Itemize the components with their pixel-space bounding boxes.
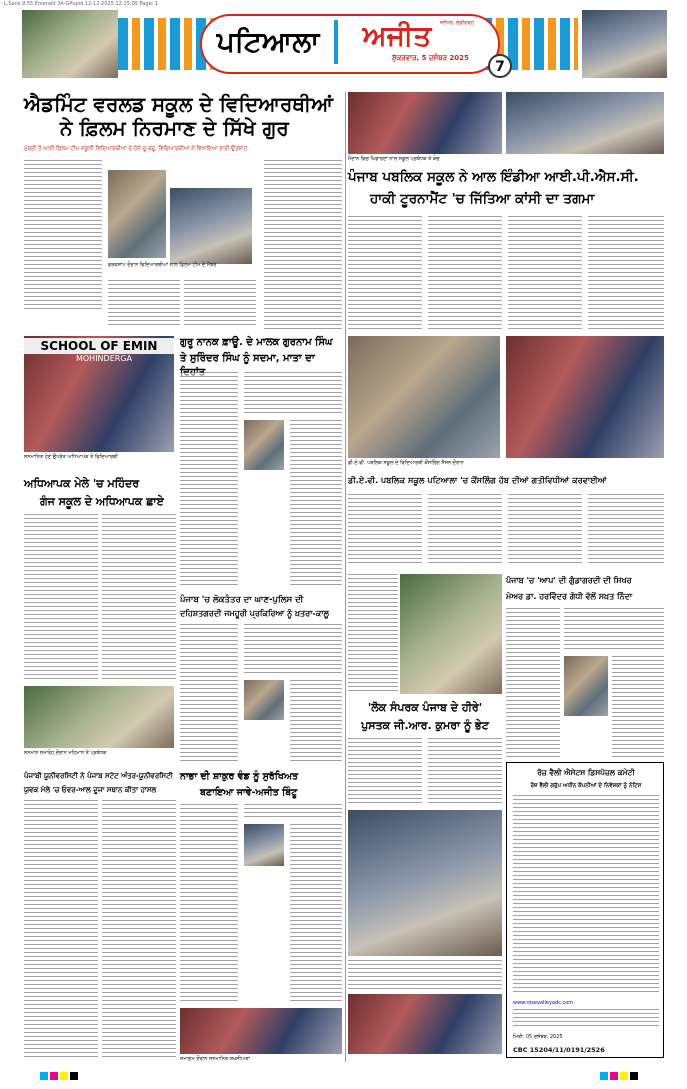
reg-magenta (50, 1072, 58, 1080)
book-headline-1: 'ਲੋਕ ਸੰਪਰਕ ਪੰਜਾਬ ਦੇ ਹੀਰੇ' (367, 701, 483, 714)
election-col1 (180, 624, 238, 764)
notice-box (506, 762, 664, 1058)
reg-yellow-2 (620, 1072, 628, 1080)
story1-photo-1 (108, 170, 166, 258)
nabha-photo (180, 1008, 342, 1054)
teacher-portrait (244, 420, 284, 470)
hockey-col1 (348, 216, 422, 330)
story1-subhead: ਮੁੰਬਈ ਤੋਂ ਆਈ ਫ਼ਿਲਮ ਟੀਮ ਸਕੂਲੀ ਵਿਦਿਆਰਥੀਆਂ ਦੇ ਹੋਏ ਰੂ-ਬਰੂ, ਵਿਦਿਆਰਥੀਆਂ ਨੇ ਵਿਖਾਇਆ ਭਾਰੀ ਉਤਸ਼ਾਹ (24, 146, 248, 152)
state-headline-2: ਯੁਵਕ ਮੇਲੇ 'ਚ ਓਵਰ-ਆਲ ਦੂਜਾ ਸਥਾਨ ਕੀਤਾ ਹਾਸਲ (24, 786, 157, 794)
teacher-col1 (180, 372, 238, 588)
nabha-col2a (244, 804, 342, 820)
reg-cyan-2 (600, 1072, 608, 1080)
hockey-photo-caption: ਮੈਦਾਨ ਵਿਚ ਖਿਡਾਰਣਾਂ ਨਾਲ ਸਕੂਲ ਪ੍ਰਬੰਧਕ ਤੇ ਕੋਚ (348, 156, 440, 162)
book-caption-text (348, 960, 502, 990)
school-headline-2: ਗੰਜ ਸਕੂਲ ਦੇ ਅਧਿਆਪਕ ਛਾਏ (40, 495, 164, 508)
nabha-headline-2: ਬਣਾਇਆ ਜਾਵੇ-ਅਜੀਤ ਬਿੰਟੂ (200, 787, 298, 798)
notice-body-2 (513, 1009, 659, 1029)
book-col1 (348, 574, 398, 694)
school-col1 (24, 514, 98, 680)
hockey-col2 (428, 216, 502, 330)
dav-col4 (588, 494, 664, 564)
nabha-col1 (180, 804, 238, 1004)
notice-body (513, 795, 659, 995)
teacher-col2a (244, 372, 342, 416)
masthead-city: ਪਟਿਆਲਾ (216, 25, 320, 58)
notice-cbc: CBC 15204/11/0191/2526 (513, 1046, 605, 1054)
election-headline-2: ਦਹਿਸ਼ਤਗਰਦੀ ਜਮਹੂਰੀ ਪ੍ਰਕਿਰਿਆ ਨੂੰ ਖ਼ਤਰਾ-ਕਾਲੂ (180, 609, 329, 618)
book-col3 (428, 738, 502, 806)
story1-col3 (184, 280, 256, 326)
book-photo-3 (348, 994, 502, 1054)
school-banner-2: MOHINDERGA (75, 354, 132, 363)
aap-headline-2: ਮੇਅਰ ਡਾ. ਹਰਵਿੰਦਰ ਗੋਧੀ ਵੱਲੋਂ ਸਖ਼ਤ ਨਿੰਦਾ (506, 592, 633, 601)
reg-cyan (40, 1072, 48, 1080)
hockey-photo-1 (348, 92, 502, 154)
column-divider (345, 92, 346, 1062)
teacher-headline-2: ਤੇ ਸੁਰਿੰਦਰ ਸਿੰਘ ਨੂੰ ਸਦਮਾ, ਮਾਤਾ ਦਾ (180, 353, 315, 364)
masthead-divider (334, 20, 338, 64)
book-photo-2 (348, 810, 502, 956)
nabha-photo-caption: ਸਮਾਗਮ ਦੌਰਾਨ ਸਨਮਾਨਿਤ ਸ਼ਖ਼ਸੀਅਤਾਂ (180, 1056, 250, 1062)
election-col2a (244, 624, 342, 676)
reg-black-2 (630, 1072, 638, 1080)
dav-headline: ਡੀ.ਏ.ਵੀ. ਪਬਲਿਕ ਸਕੂਲ ਪਟਿਆਲਾ 'ਚ ਕੌਂਸਲਿੰਗ ਹੱਬ ਦੀਆਂ ਗਤੀਵਿਧੀਆਂ ਕਰਵਾਈਆਂ (348, 475, 607, 485)
scan-header: L.Sans 9.55 Emerald 3A-GPupid 12-12-2025 12:15:05 Page: 1 (4, 1, 159, 7)
school-headline-1: ਅਧਿਆਪਕ ਮੇਲੇ 'ਚ ਮਹਿੰਦਰ (24, 477, 140, 490)
election-col2b (290, 680, 342, 764)
hockey-photo-2 (506, 92, 664, 154)
dav-photo-2 (506, 336, 664, 458)
story1-col2 (108, 280, 180, 326)
notice-title: ਰੋਜ਼ ਵੈਲੀ ਐਸੇਟਸ ਡਿਸਪੋਜ਼ਲ ਕਮੇਟੀ (537, 768, 635, 777)
school-photo (24, 336, 174, 452)
dav-col3 (508, 494, 582, 564)
aap-col1 (506, 608, 560, 758)
book-col2 (348, 738, 422, 806)
state-col2 (102, 800, 176, 1058)
hockey-col3 (508, 216, 582, 330)
hockey-headline-1: ਪੰਜਾਬ ਪਬਲਿਕ ਸਕੂਲ ਨੇ ਆਲ ਇੰਡੀਆ ਆਈ.ਪੀ.ਐਸ.ਸੀ. (348, 169, 639, 185)
state-photo-caption: ਸਨਮਾਨ ਸਮਾਰੋਹ ਦੌਰਾਨ ਮਹਿਮਾਨ ਤੇ ਪ੍ਰਬੰਧਕ (24, 750, 107, 756)
story1-photo-caption: ਵਰਕਸ਼ਾਪ ਦੌਰਾਨ ਵਿਦਿਆਰਥੀਆਂ ਨਾਲ ਫ਼ਿਲਮ ਟੀਮ ਦੇ ਮੈਂਬਰ (108, 262, 217, 268)
masthead-building-photo (22, 10, 118, 78)
notice-subtitle: ਰੋਜ਼ ਵੈਲੀ ਗਰੁੱਪ ਅਧੀਨ ਕੰਪਨੀਆਂ ਦੇ ਨਿਵੇਸ਼ਕਾਂ ਨੂੰ ਨੋਟਿਸ (530, 783, 642, 789)
state-photo (24, 686, 174, 748)
print-footer (0, 1062, 687, 1089)
masthead-date: ਸ਼ੁੱਕਰਵਾਰ, 5 ਦਸੰਬਰ 2025 (392, 54, 469, 62)
hockey-col4 (588, 216, 664, 330)
story1-col4 (264, 160, 342, 330)
aap-col2a (564, 608, 664, 652)
reg-yellow (60, 1072, 68, 1080)
aap-col2b (612, 656, 664, 758)
notice-date: ਮਿਤੀ: 05 ਦਸੰਬਰ, 2025 (513, 1034, 563, 1040)
election-headline-1: ਪੰਜਾਬ 'ਚ ਲੋਕਤੰਤਰ ਦਾ ਘਾਣ-ਪੁਲਿਸ ਦੀ (180, 595, 304, 605)
nabha-headline-1: ਨਾਭਾ ਦੀ ਸ਼ਾਕੁਰ ਵੰਡ ਨੂੰ ਸੁਰੱਖਿਅਤ (180, 771, 299, 782)
state-col1 (24, 800, 98, 1058)
state-headline-1: ਪੰਜਾਬੀ ਯੂਨੀਵਰਸਿਟੀ ਨੇ ਪੰਜਾਬ ਸਟੇਟ ਅੰਤਰ-ਯੂਨੀਵਰਸਿਟੀ (24, 772, 173, 780)
masthead-edition: ਜਲੰਧਰ, ਚੰਡੀਗੜ੍ਹ (440, 20, 475, 26)
dav-photo-1 (348, 336, 500, 458)
dav-col2 (428, 494, 502, 564)
reg-black (70, 1072, 78, 1080)
dav-photo-caption: ਡੀ.ਏ.ਵੀ. ਪਬਲਿਕ ਸਕੂਲ ਦੇ ਵਿਦਿਆਰਥੀ ਕੌਂਸਲਿੰਗ ਸੈਸ਼ਨ ਦੌਰਾਨ (348, 460, 464, 466)
story1-photo-2 (170, 188, 252, 264)
page-number: 7 (488, 54, 512, 78)
election-portrait (244, 680, 284, 720)
teacher-headline-1: ਗੁਰੂ ਨਾਨਕ ਫ਼ਾਊ. ਦੇ ਮਾਲਕ ਗੁਰਨਾਮ ਸਿੰਘ (180, 337, 333, 348)
book-photo (400, 574, 502, 694)
dav-col1 (348, 494, 422, 564)
story1-col1 (24, 160, 102, 310)
book-headline-2: ਪੁਸਤਕ ਜੀ.ਆਰ. ਕੁਮਰਾ ਨੂੰ ਭੇਟ (361, 719, 489, 732)
reg-magenta-2 (610, 1072, 618, 1080)
masthead (22, 10, 667, 80)
school-banner-1: SCHOOL OF EMIN (24, 338, 174, 354)
school-col2 (102, 514, 176, 680)
notice-website: www.rosevalleyadc.com (513, 1000, 574, 1006)
hockey-headline-2: ਹਾਕੀ ਟੂਰਨਾਮੈਂਟ 'ਚ ਜਿੱਤਿਆ ਕਾਂਸੀ ਦਾ ਤਗਮਾ (370, 191, 595, 207)
masthead-paper: ਅਜੀਤ (362, 19, 432, 52)
nabha-col2b (290, 824, 342, 1004)
story1-headline-1: ਐਡਮਿੰਟ ਵਰਲਡ ਸਕੂਲ ਦੇ ਵਿਦਿਆਰਥੀਆਂ (24, 92, 333, 116)
masthead-monument-photo (582, 10, 667, 78)
aap-portrait (564, 656, 608, 716)
nabha-portrait (244, 824, 284, 866)
aap-headline-1: ਪੰਜਾਬ 'ਚ 'ਆਪ' ਦੀ ਗੁੰਡਾਗਰਦੀ ਦੀ ਸਿਖਰ (506, 576, 632, 585)
school-photo-caption: ਸਨਮਾਨਿਤ ਹੋਣ ਉਪਰੰਤ ਅਧਿਆਪਕ ਤੇ ਵਿਦਿਆਰਥੀ (24, 454, 118, 460)
teacher-col2b (290, 420, 342, 588)
story1-headline-2: ਨੇ ਫ਼ਿਲਮ ਨਿਰਮਾਣ ਦੇ ਸਿੱਖੇ ਗੁਰ (60, 116, 289, 140)
